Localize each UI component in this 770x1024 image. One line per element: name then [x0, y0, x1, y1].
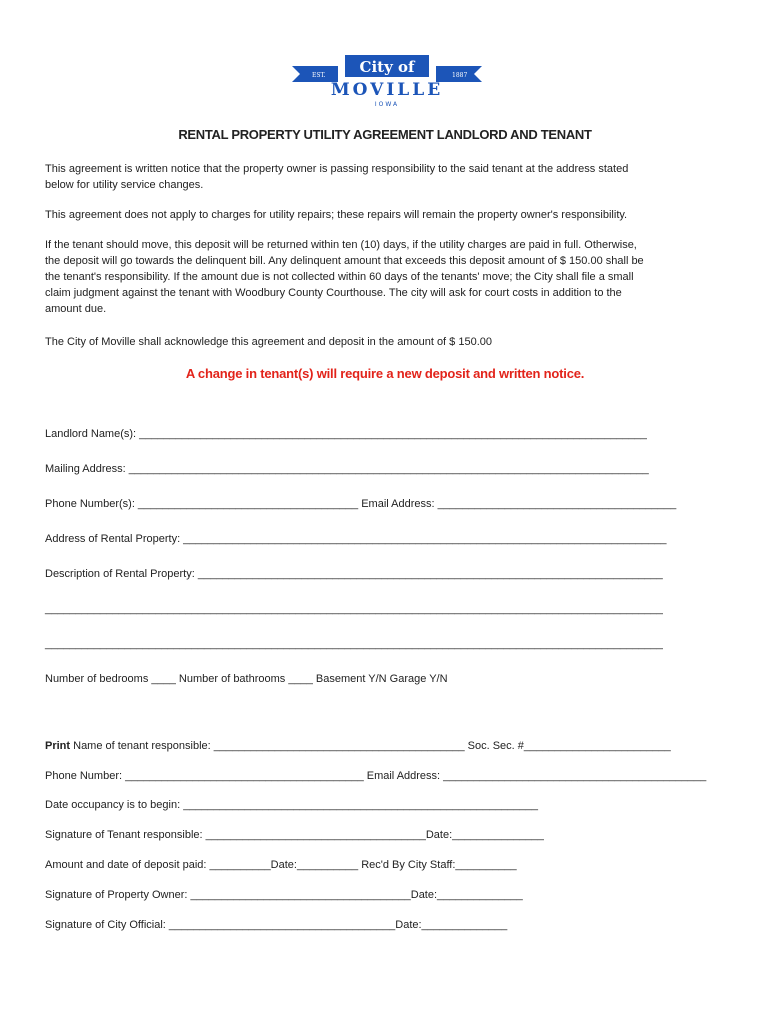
landlord-phone-email-field[interactable]: Phone Number(s): ____________________________________ Email Address: _______________________________________: [45, 498, 677, 510]
occupancy-date-field[interactable]: Date occupancy is to begin: __________________________________________________________: [45, 799, 539, 811]
svg-text:EST.: EST.: [312, 72, 326, 79]
print-label: Print: [45, 740, 71, 752]
rental-address-field[interactable]: Address of Rental Property: _______________________________________________________________________________: [45, 533, 667, 545]
document-title: RENTAL PROPERTY UTILITY AGREEMENT LANDLORD AND TENANT: [178, 127, 592, 142]
owner-signature-field[interactable]: Signature of Property Owner: ____________________________________Date:______________: [45, 889, 523, 901]
mailing-address-field[interactable]: Mailing Address: _____________________________________________________________________________________: [45, 463, 649, 475]
tenant-phone-email-field[interactable]: Phone Number: _______________________________________ Email Address: ___________________________________________: [45, 770, 707, 782]
svg-text:City of: City of: [359, 58, 415, 76]
paragraph-repairs: This agreement does not apply to charges for utility repairs; these repairs will remain the property owner's responsibility.: [45, 209, 628, 221]
paragraph-notice: This agreement is written notice that the property owner is passing responsibility to the said tenant at the address stated below for utility service changes.: [45, 163, 629, 191]
change-tenant-notice: A change in tenant(s) will require a new deposit and written notice.: [185, 366, 585, 381]
paragraph-acknowledge: The City of Moville shall acknowledge this agreement and deposit in the amount of $ 150.00: [45, 336, 492, 348]
svg-text:MOVILLE: MOVILLE: [330, 80, 444, 100]
deposit-field[interactable]: Amount and date of deposit paid: __________Date:__________ Rec'd By City Staff:__________: [45, 859, 517, 871]
city-logo: [292, 52, 482, 110]
official-signature-field[interactable]: Signature of City Official: _____________________________________Date:______________: [45, 919, 508, 931]
rental-description-line-2[interactable]: _____________________________________________________________________________________________________: [45, 603, 663, 615]
svg-text:IOWA: IOWA: [374, 101, 400, 108]
tenant-signature-field[interactable]: Signature of Tenant responsible: ____________________________________Date:_______________: [45, 829, 544, 841]
paragraph-deposit: If the tenant should move, this deposit will be returned within ten (10) days, if the utility charges are paid in full. Otherwise, the deposit will go towards the delinquent bill. Any delinquent amount that exceeds this deposit amount of $ 150.00 shall be the tenant's responsibility. If the amount due is not collected within 60 days of the tenants' move; the City shall file a small claim judgment against the tenant with Woodbury County Courthouse. The city will ask for court costs in addition to the amount due.: [45, 239, 644, 315]
tenant-name-field[interactable]: [45, 740, 671, 752]
rental-description-field[interactable]: Description of Rental Property: ____________________________________________________________________________: [45, 568, 663, 580]
tenant-name-text: Name of tenant responsible: _________________________________________ Soc. Sec. #________________________: [70, 740, 671, 752]
svg-text:1887: 1887: [452, 72, 468, 79]
rental-description-line-3[interactable]: _____________________________________________________________________________________________________: [45, 638, 663, 650]
rooms-field[interactable]: Number of bedrooms ____ Number of bathrooms ____ Basement Y/N Garage Y/N: [45, 673, 448, 685]
landlord-name-field[interactable]: Landlord Name(s): ___________________________________________________________________________________: [45, 428, 647, 440]
